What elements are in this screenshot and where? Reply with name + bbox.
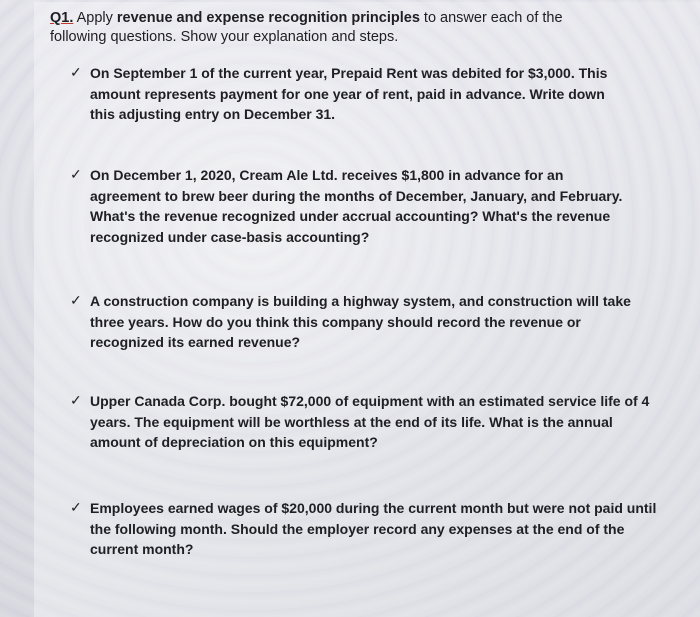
heading-rest-text: to answer each of the following questions. Show your explanation and steps.: [50, 10, 563, 45]
document-page: [34, 2, 700, 617]
checkmark-icon: ✓: [70, 392, 82, 408]
question-item-cream-ale: [70, 165, 635, 247]
checkmark-icon: ✓: [70, 166, 82, 182]
question-text: Employees earned wages of $20,000 during the current month but were not paid until the following month. Should the employer record any expenses at the end of the current month?: [90, 500, 657, 557]
question-item-construction: [70, 291, 635, 353]
heading-lead-text: Apply: [73, 10, 117, 26]
checkmark-icon: ✓: [70, 64, 82, 80]
question-number: Q1.: [50, 10, 74, 26]
checkmark-icon: ✓: [70, 292, 82, 308]
question-item-wages: [70, 498, 660, 560]
question-item-depreciation: [70, 391, 650, 453]
question-text: A construction company is building a highway system, and construction will take three years. How do you think this company should record the revenue or recognized its earned revenue?: [90, 293, 631, 350]
heading-bold-text: revenue and expense recognition principles: [116, 10, 420, 26]
question-heading: [50, 9, 610, 47]
checkmark-icon: ✓: [70, 499, 82, 515]
question-text: On September 1 of the current year, Prepaid Rent was debited for $3,000. This amount represents payment for one year of rent, paid in advance. Write down this adjusting entry on December 31.: [90, 65, 608, 122]
question-text: On December 1, 2020, Cream Ale Ltd. receives $1,800 in advance for an agreement to brew beer during the months of December, January, and February. What's the revenue recognized under accrual accounting? What's the revenue recognized under case-basis accounting?: [90, 167, 623, 245]
question-text: Upper Canada Corp. bought $72,000 of equipment with an estimated service life of 4 years. The equipment will be worthless at the end of its life. What is the annual amount of depreciation on this equipment?: [90, 393, 650, 450]
question-item-prepaid-rent: [70, 63, 630, 125]
